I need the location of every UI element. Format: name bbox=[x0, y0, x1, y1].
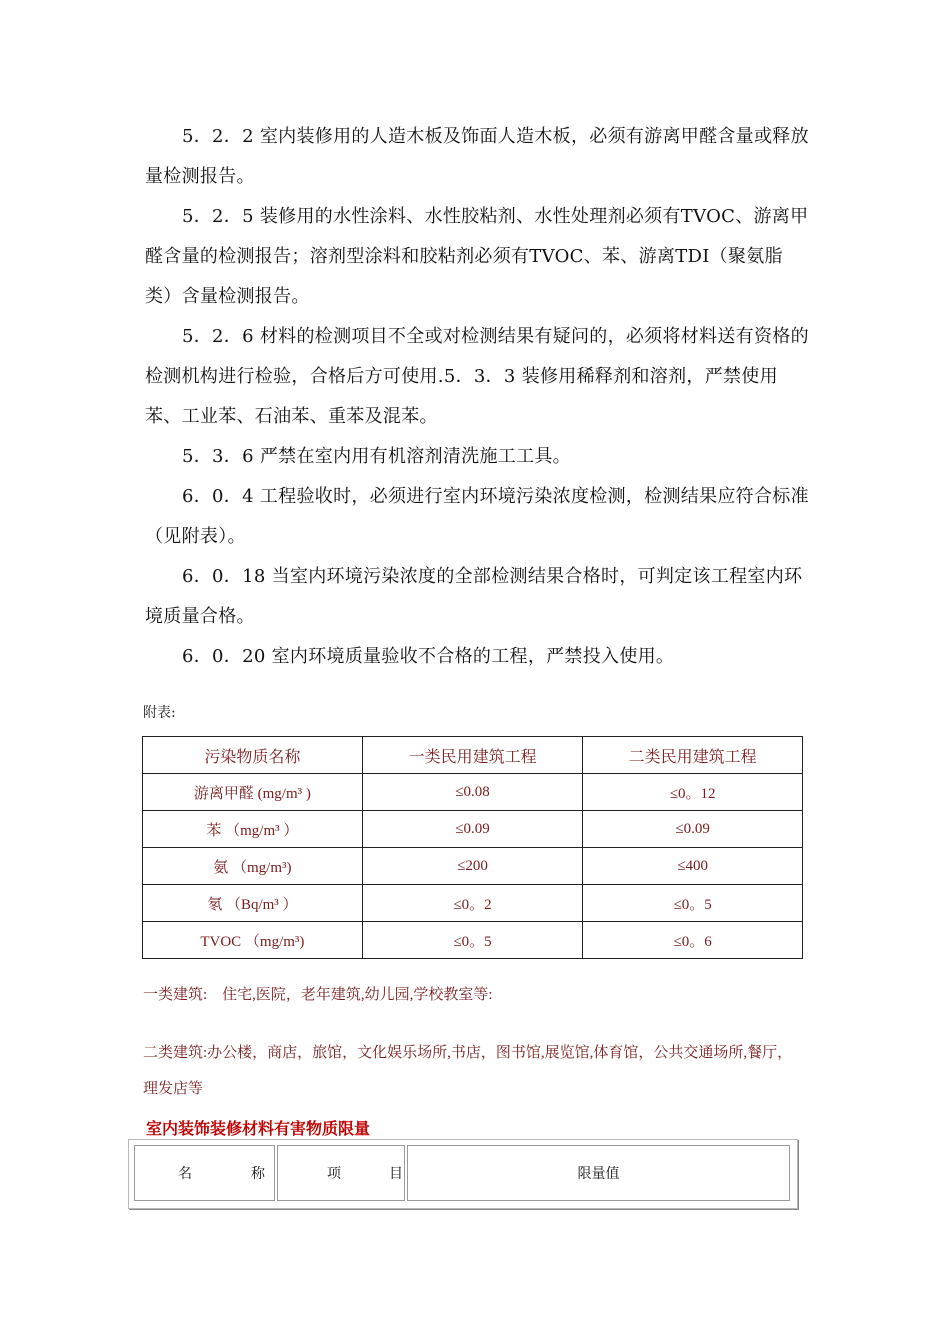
class2-limit: ≤0。12 bbox=[583, 774, 803, 811]
class2-limit: ≤0。6 bbox=[583, 922, 803, 959]
materials-limits-table-frame bbox=[128, 1139, 798, 1209]
paragraph-5-3-6: 5．3．6 严禁在室内用有机溶剂清洗施工工具。 bbox=[182, 446, 571, 467]
table-row bbox=[143, 848, 803, 885]
class1-buildings-note: 一类建筑: 住宅,医院，老年建筑,幼儿园,学校教室等: bbox=[143, 987, 493, 1003]
table-row bbox=[143, 774, 803, 811]
appendix-label: 附表: bbox=[143, 705, 176, 721]
paragraph-6-0-20: 6．0．20 室内环境质量验收不合格的工程，严禁投入使用。 bbox=[182, 646, 675, 667]
table-header-row bbox=[143, 737, 803, 774]
pollutant-name: 游离甲醛 (mg/m³ ) bbox=[143, 774, 363, 811]
paragraph-6-0-4: 6．0．4 工程验收时，必须进行室内环境污染浓度检测，检测结果应符合标准（见附表）。 bbox=[145, 486, 809, 547]
header-class1: 一类民用建筑工程 bbox=[362, 737, 583, 774]
class1-limit: ≤0。2 bbox=[362, 885, 583, 922]
pollutant-name: 苯 （mg/m³ ） bbox=[143, 811, 363, 848]
class2-limit: ≤0.09 bbox=[583, 811, 803, 848]
header-item-cell bbox=[277, 1145, 405, 1201]
table-row bbox=[143, 885, 803, 922]
class1-limit: ≤200 bbox=[362, 848, 583, 885]
pollutant-name: 氡 （Bq/m³ ） bbox=[143, 885, 363, 922]
paragraph-5-2-5: 5．2．5 装修用的水性涂料、水性胶粘剂、水性处理剂必须有TVOC、游离甲醛含量的检测报告；溶剂型涂料和胶粘剂必须有TVOC、苯、游离TDI（聚氨脂类）含量检测报告。 bbox=[145, 206, 809, 307]
pollutant-name: 氨 （mg/m³) bbox=[143, 848, 363, 885]
class2-limit: ≤0。5 bbox=[583, 885, 803, 922]
header-limit-value: 限量值 bbox=[407, 1145, 790, 1201]
pollutant-name: TVOC （mg/m³) bbox=[143, 922, 363, 959]
class1-limit: ≤0.08 bbox=[362, 774, 583, 811]
materials-limits-table bbox=[132, 1143, 792, 1203]
paragraph-5-2-6: 5．2．6 材料的检测项目不全或对检测结果有疑问的，必须将材料送有资格的检测机构进行检验，合格后方可使用.5．3．3 装修用稀释剂和溶剂，严禁使用苯、工业苯、石油苯、重苯及混苯。 bbox=[145, 326, 809, 427]
pollutant-limits-table bbox=[142, 736, 803, 959]
paragraph-6-0-18: 6．0．18 当室内环境污染浓度的全部检测结果合格时，可判定该工程室内环境质量合格。 bbox=[145, 566, 803, 627]
paragraph-5-2-2: 5．2．2 室内装修用的人造木板及饰面人造木板，必须有游离甲醛含量或释放量检测报告。 bbox=[145, 126, 809, 187]
header-name-char-2: 称 bbox=[251, 1167, 265, 1182]
table-header-row bbox=[134, 1145, 790, 1201]
header-name-char-1: 名 bbox=[178, 1167, 192, 1182]
header-name-cell bbox=[134, 1145, 275, 1201]
table-row bbox=[143, 811, 803, 848]
class2-buildings-note: 二类建筑:办公楼，商店，旅馆，文化娱乐场所,书店，图书馆,展览馆,体育馆，公共交通场所,餐厅，理发店等 bbox=[143, 1045, 793, 1097]
class1-limit: ≤0.09 bbox=[362, 811, 583, 848]
table-row bbox=[143, 922, 803, 959]
header-item-char-1: 项 bbox=[327, 1167, 341, 1182]
class2-limit: ≤400 bbox=[583, 848, 803, 885]
class1-limit: ≤0。5 bbox=[362, 922, 583, 959]
header-class2: 二类民用建筑工程 bbox=[583, 737, 803, 774]
header-item-char-2: 目 bbox=[389, 1167, 403, 1182]
section-title: 室内装饰装修材料有害物质限量 bbox=[146, 1121, 371, 1138]
header-pollutant-name: 污染物质名称 bbox=[143, 737, 363, 774]
